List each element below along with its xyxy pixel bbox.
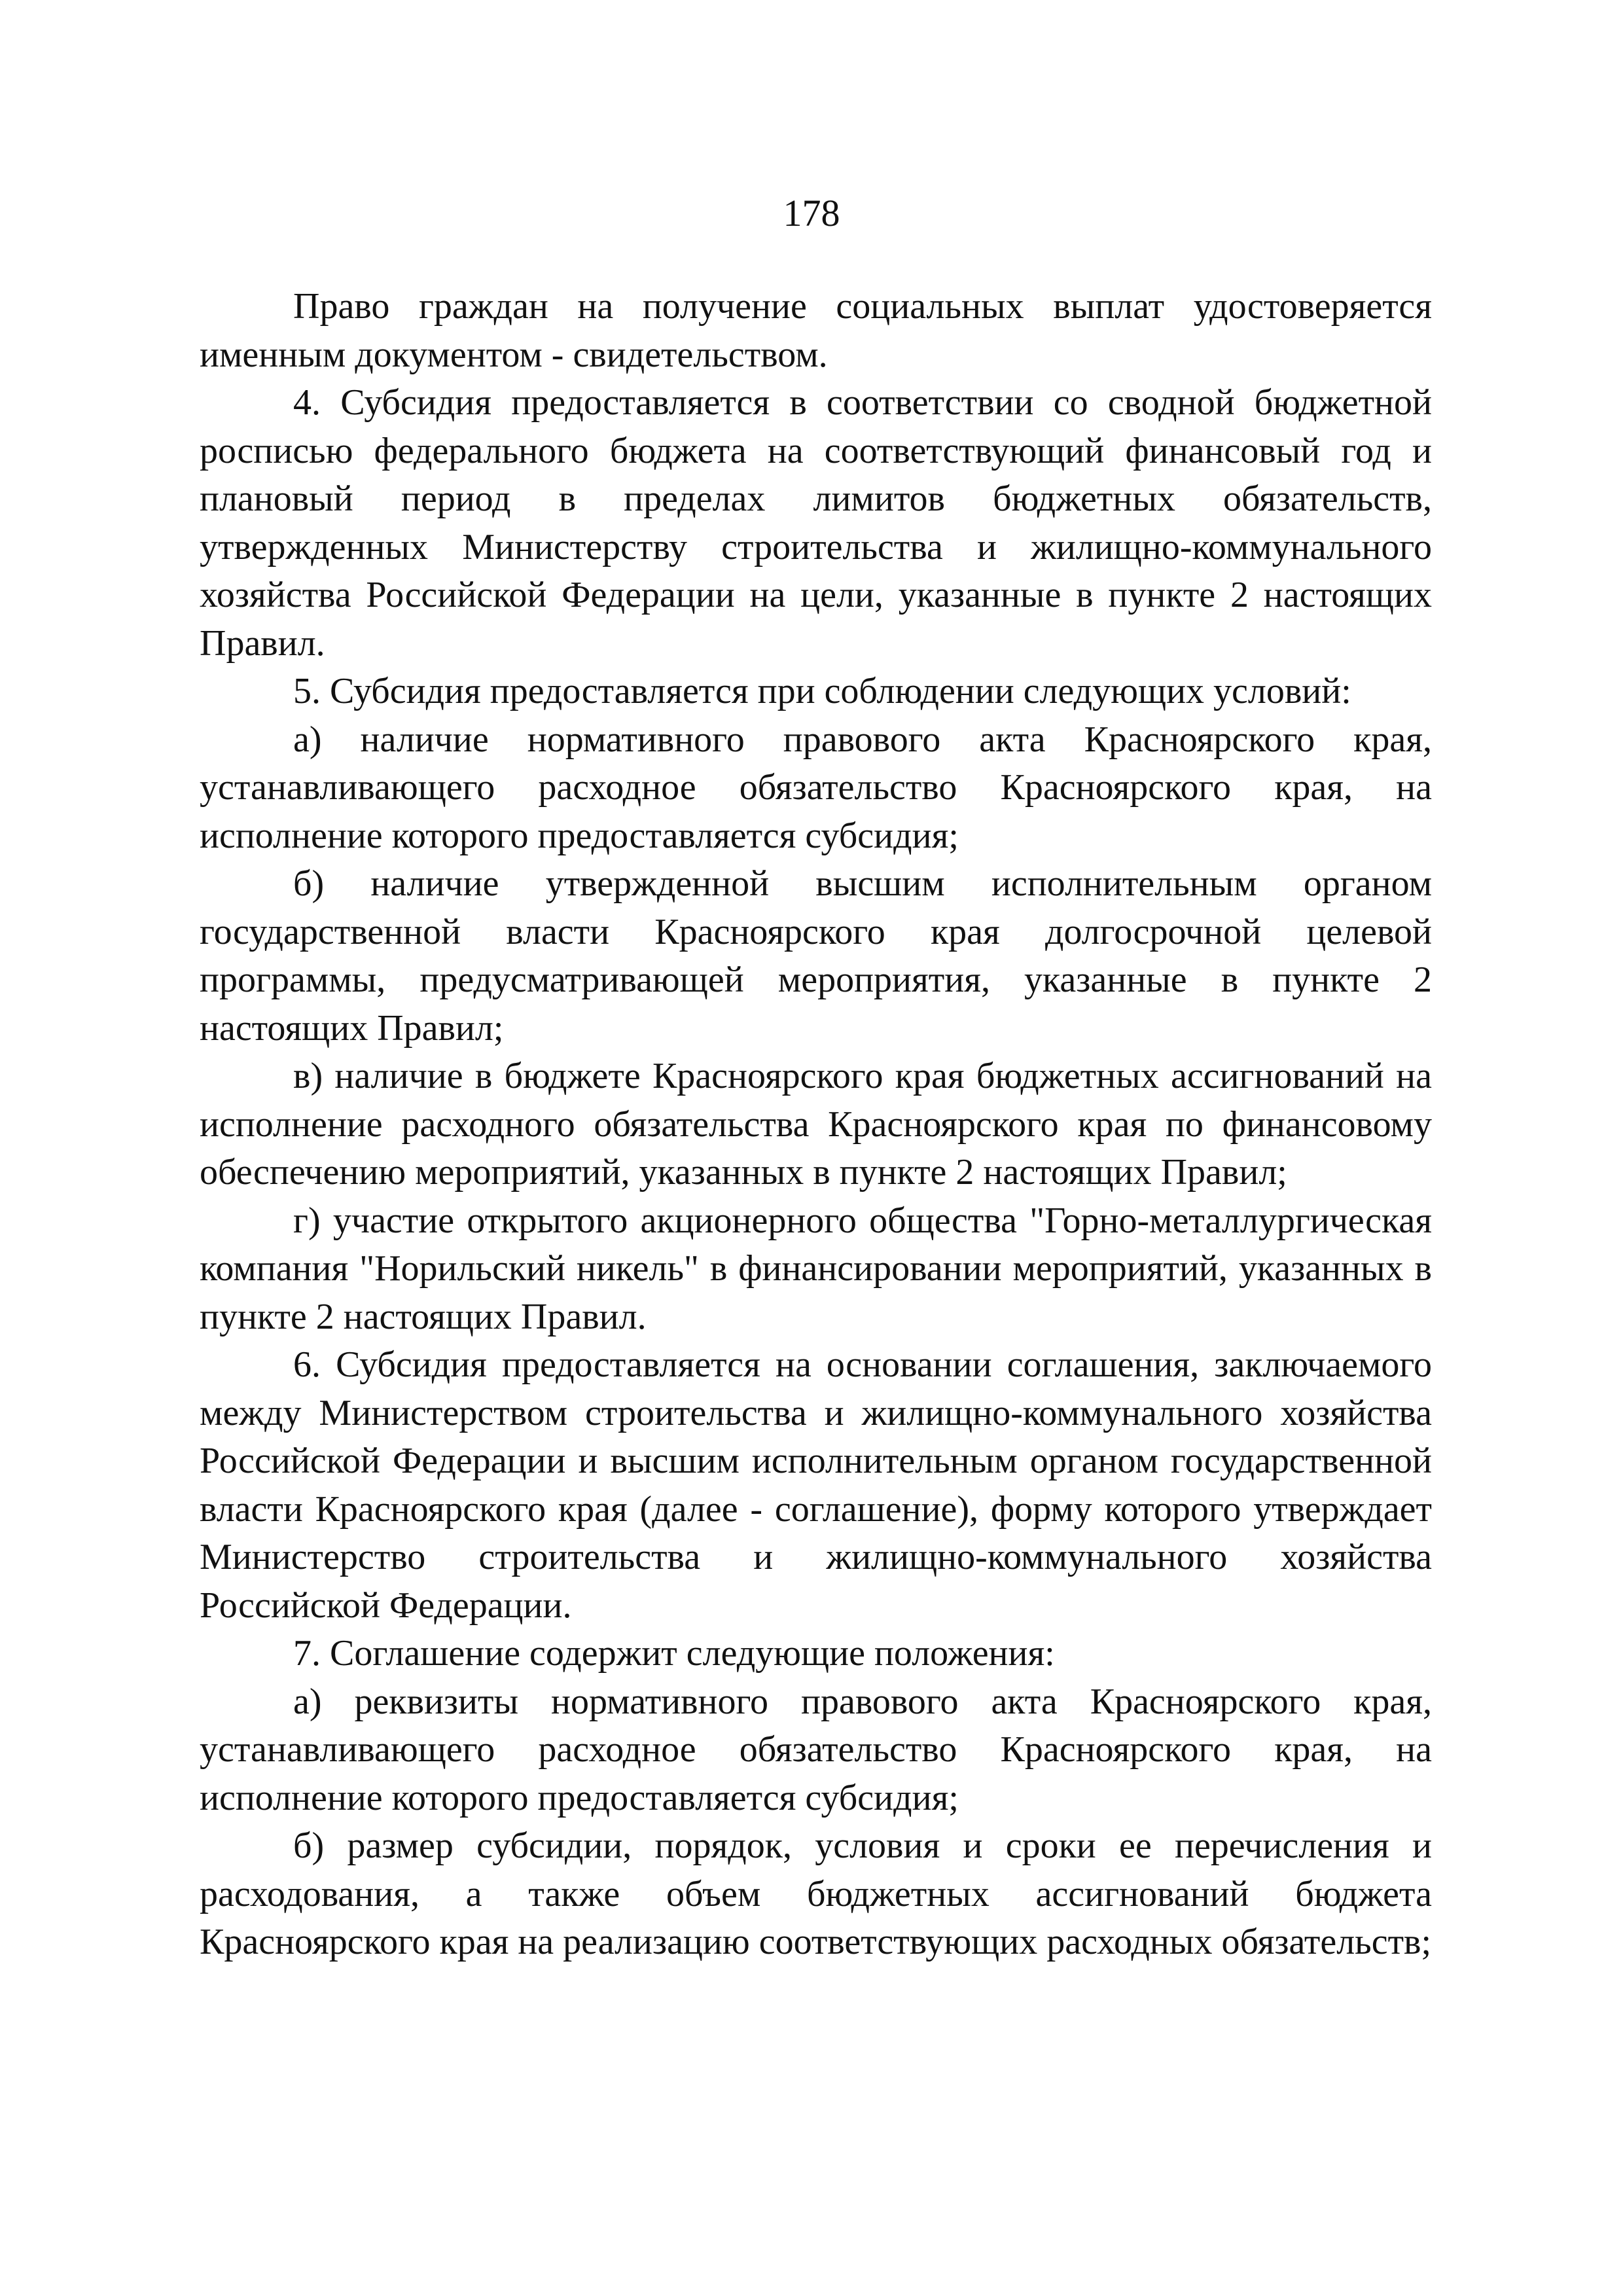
paragraph-item-4: 4. Субсидия предоставляется в соответствии со сводной бюджетной росписью федерального бюджета на соответствующий финансовый год и плановый период в пределах лимитов бюджетных обязательств, утвержденных Министерству строительства и жилищно-коммунального хозяйства Российской Федерации на цели, указанные в пункте 2 настоящих Правил.	[200, 382, 1432, 664]
paragraph-item-5a: а) наличие нормативного правового акта Красноярского края, устанавливающего расходное обязательство Красноярского края, на исполнение которого предоставляется субсидия;	[200, 719, 1432, 856]
paragraph-item-5v: в) наличие в бюджете Красноярского края бюджетных ассигнований на исполнение расходного обязательства Красноярского края по финансовому обеспечению мероприятий, указанных в пункте 2 настоящих Правил;	[200, 1056, 1432, 1193]
document-body	[200, 283, 1432, 1967]
paragraph-certificate: Право граждан на получение социальных выплат удостоверяется именным документом - свидетельством.	[200, 286, 1432, 375]
page-number: 178	[783, 192, 840, 234]
paragraph-item-7b: б) размер субсидии, порядок, условия и сроки ее перечисления и расходования, а также объем бюджетных ассигнований бюджета Красноярского края на реализацию соответствующих расходных обязательств;	[200, 1825, 1432, 1962]
paragraph-item-7: 7. Соглашение содержит следующие положения:	[293, 1633, 1055, 1674]
paragraph-item-6: 6. Субсидия предоставляется на основании соглашения, заключаемого между Министерством строительства и жилищно-коммунального хозяйства Российской Федерации и высшим исполнительным органом государственной власти Красноярского края (далее - соглашение), форму которого утверждает Министерство строительства и жилищно-коммунального хозяйства Российской Федерации.	[200, 1344, 1432, 1626]
paragraph-item-5: 5. Субсидия предоставляется при соблюдении следующих условий:	[293, 671, 1351, 711]
paragraph-item-5b: б) наличие утвержденной высшим исполнительным органом государственной власти Красноярского края долгосрочной целевой программы, предусматривающей мероприятия, указанные в пункте 2 настоящих Правил;	[200, 863, 1432, 1049]
paragraph-item-7a: а) реквизиты нормативного правового акта Красноярского края, устанавливающего расходное обязательство Красноярского края, на исполнение которого предоставляется субсидия;	[200, 1681, 1432, 1818]
paragraph-item-5g: г) участие открытого акционерного общества "Горно-металлургическая компания "Норильский никель" в финансировании мероприятий, указанных в пункте 2 настоящих Правил.	[200, 1200, 1432, 1337]
